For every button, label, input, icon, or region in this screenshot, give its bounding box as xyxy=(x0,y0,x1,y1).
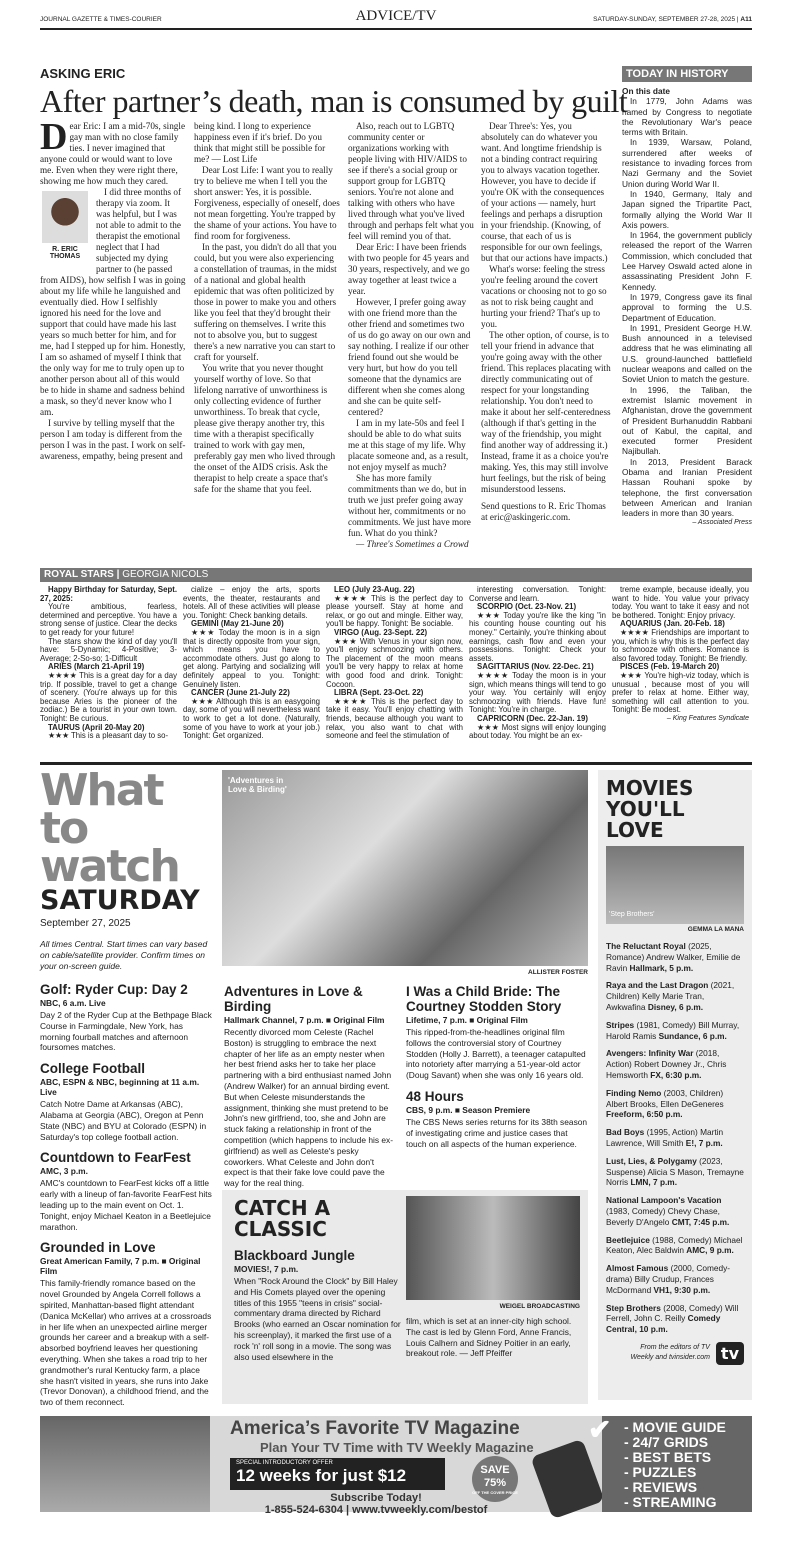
movie-channel-time: Hallmark, 5 p.m. xyxy=(629,962,694,973)
show-desc: AMC's countdown to FearFest kicks off a little early with a lineup of fan-favorite FearFest hits leading up to the main event on Oct. 1. Tonight, enjoy Michael Keaton in a Beetlejuice marathon. xyxy=(40,1178,212,1232)
feature-list xyxy=(588,1414,752,1512)
movie-channel-time: VH1, 9:30 p.m. xyxy=(653,1284,711,1295)
save-subtext: OFF THE COVER PRICE xyxy=(472,1490,518,1495)
tv-weekly-logo: tv xyxy=(716,1342,744,1365)
show-title: Adventures in Love & Birding xyxy=(224,984,363,1014)
headline: After partner’s death, man is consumed by guilt xyxy=(40,83,628,119)
paragraph: What's worse: feeling the stress you're feeling around the covert vacations or choosing not to go so as not to risk being caught and hurting your friend? That's up to you. xyxy=(481,264,607,329)
movie-channel-time: AMC, 9 p.m. xyxy=(686,1245,734,1256)
movie-photo xyxy=(606,846,744,924)
show-listing xyxy=(40,982,215,1053)
movie-info: (2018, Action) Robert Downey Jr., Chris Hemsworth xyxy=(606,1048,727,1080)
horoscope-col-2 xyxy=(183,586,320,741)
movie-info: (1983, Comedy) Chevy Chase, Beverly D'Angelo xyxy=(606,1205,720,1227)
horoscope-col-1 xyxy=(40,586,177,741)
paragraph: Also, reach out to LGBTQ community center or organizations working with people living with HIV/AIDS to see if there's a social group or support group for LGBTQ seniors. You're not alone and talking with others who have lived through what you've lived through and perhaps felt what you feel will remind you of that. xyxy=(348,121,474,241)
paragraph: ★★★ You're high-viz today, which is unusual , because most of you will prefer to relax at home. Either way, something will call attention to you. Tonight: Be modest. xyxy=(612,670,749,715)
title-day: SATURDAY xyxy=(40,885,200,916)
movie-item xyxy=(606,1235,744,1257)
paragraph: Dear Eric: I have been friends with two people for 45 years and 30 years, respectively, and we go away together at least twice a year. xyxy=(348,242,470,296)
heading-line: CATCH A xyxy=(234,1196,331,1220)
movie-info: (2003, Children) Albert Brooks, Ellen DeGeneres xyxy=(606,1087,724,1109)
paragraph: Dear Lost Life: I want you to really try to believe me when I tell you the short answer: Yes, it is possible. Forgiveness, especially of oneself, does not mean forgetting. You're trapped by the shame of your actions. You have to find room for forgiveness. xyxy=(194,165,340,241)
sign-heading: CAPRICORN (Dec. 22-Jan. 19) xyxy=(477,713,588,723)
show-meta: Hallmark Channel, 7 p.m. ■ Original Film xyxy=(224,1015,385,1025)
movie-title: Finding Nemo xyxy=(606,1087,662,1098)
paragraph: ★★★ With Venus in your sign now, you'll enjoy schmoozing with others. The placement of the moon means you'll be very happy to relax at home with good food and drink. Tonight: Cocoon. xyxy=(326,636,463,689)
sign-heading: CANCER (June 21-July 22) xyxy=(191,688,290,698)
heading-line: CLASSIC xyxy=(234,1217,327,1241)
history-item: In 1991, President George H.W. Bush announced in a televised address that he was eliminating all U.S. ground-launched battlefield nuclear weapons and called on the Soviet Union to match the gesture. xyxy=(622,322,752,385)
paragraph: However, I prefer going away with one friend more than the other friend and sometimes two of us do go away on our own and say nothing. I realize if our other friend found out she would be very hurt, but how do you tell someone that the dynamics are different when she comes along and she can be quite self-centered? xyxy=(348,297,471,417)
show-title: I Was a Child Bride: The Courtney Stodden Story xyxy=(406,984,562,1014)
paragraph: ★★★ Although this is an easygoing day, some of you will nevertheless want to work to get a lot done. (Naturally, some of you have to work at your job.) Tonight: Get organized. xyxy=(183,696,320,741)
show-listing xyxy=(406,1089,588,1149)
show-listing xyxy=(406,984,588,1081)
show-meta: Great American Family, 7 p.m. ■ Original Film xyxy=(40,1256,201,1277)
show-desc: This ripped-from-the-headlines original film follows the controversial story of Courtney Stodden (Holly J. Barrett), a teenager catapulted into notoriety after marrying a 51-year-old actor (Doug Savant) when she was only 16 years old. xyxy=(406,1027,586,1081)
history-item: In 2013, President Barack Obama and Iranian President Hassan Rouhani spoke by telephone, the first conversation between American and Iranian leaders in more than 30 years. xyxy=(622,456,752,519)
paragraph: interesting conversation. Tonight: Converse and learn. xyxy=(469,585,606,603)
feature-item: - 24/7 GRIDS xyxy=(624,1434,709,1450)
movie-title: Stripes xyxy=(606,1019,635,1030)
photo-credit: WEIGEL BROADCASTING xyxy=(499,1303,580,1310)
sign-heading: LIBRA (Sept. 23-Oct. 22) xyxy=(334,688,424,698)
royal-stars-banner: ROYAL STARS | GEORGIA NICOLS xyxy=(40,568,752,582)
show-meta: MOVIES!, 7 p.m. xyxy=(234,1264,299,1274)
mid-column xyxy=(406,976,588,1149)
byline: GEORGIA NICOLS xyxy=(122,569,209,580)
movie-info: (2021, Children) Kelly Marie Tran, Awkwafina xyxy=(606,980,735,1012)
movie-item xyxy=(606,1020,744,1042)
movie-title: Raya and the Last Dragon xyxy=(606,980,709,991)
sidebar-subtitle: On this date xyxy=(622,86,670,96)
sign-heading: SAGITTARIUS (Nov. 22-Dec. 21) xyxy=(477,662,594,672)
cta: Subscribe Today! xyxy=(330,1492,422,1504)
title-to-watch: to watch xyxy=(40,803,179,892)
paragraph: I survive by telling myself that the person I am today is different from the person I was in the past. I work on self-awareness, empathy, being present and xyxy=(40,418,186,461)
sign-heading: ARIES (March 21-April 19) xyxy=(48,662,145,672)
paragraph: I did three months of therapy via zoom. It was helpful, but I was not able to admit to the therapist the emotional neglect that I had subjected my dying partner to (he passed from AIDS), how selfish I was in going about my life while he languished and eventually died. How I selfishly ignored his need for the love and support that could have made his last years so much better for him, and for me, had I stepped up for him. Honestly, I am so ashamed of myself I think that the only way for me to truly open up to another person about all of this would be to hide in shame and sadness behind a mask, so they'd never know who I am. xyxy=(40,187,186,417)
show-desc: film, which is set at an inner-city high school. The cast is led by Glenn Ford, Anne Francis, Louis Calhern and Sidney Poitier in an early, breakout role. — Jeff Pfeiffer xyxy=(406,1316,572,1359)
section-name: ADVICE/TV xyxy=(355,8,437,24)
movie-channel-time: Comedy Central, 10 p.m. xyxy=(606,1313,721,1335)
feature-photo xyxy=(222,770,588,966)
offer-text: 12 weeks for just $12 xyxy=(236,1466,407,1485)
birthday-heading: Happy Birthday for Saturday, Sept. 27, 2025: xyxy=(40,585,177,603)
article-col-2 xyxy=(194,121,340,495)
movie-channel-time: Disney, 6 p.m. xyxy=(647,1001,704,1012)
movie-item xyxy=(606,1048,744,1080)
photo-credit: ALLISTER FOSTER xyxy=(528,969,588,976)
show-meta: NBC, 6 a.m. Live xyxy=(40,998,106,1008)
paragraph: The other option, of course, is to tell your friend in advance that you're going away with the other friend. This replaces placating with directly communicating out of respect for your longstanding relationship. You don't need to make it about her self-centeredness (although if that's getting in the way of the friendship, you might find another way of addressing it.) Instead, frame it as a choice you're making. Yes, this may still involve hurt feelings, but the risk of being misunderstood lessens. xyxy=(481,330,611,494)
offer-box xyxy=(230,1458,445,1490)
movie-item xyxy=(606,980,744,1012)
sign-heading: LEO (July 23-Aug. 22) xyxy=(334,585,415,594)
paragraph: You're ambitious, fearless, determined and perceptive. You have a strong sense of justice. Clear the decks to get ready for your future! xyxy=(40,602,177,637)
show-title: Grounded in Love xyxy=(40,1240,156,1256)
show-meta: Lifetime, 7 p.m. ■ Original Film xyxy=(406,1015,528,1025)
movie-info: (2025, Romance) Andrew Walker, Emilie de Ravin xyxy=(606,941,741,973)
history-item: In 1964, the government publicly released the report of the Warren Commission, which concluded that Lee Harvey Oswald acted alone in assassinating President John F. Kennedy. xyxy=(622,230,752,292)
paragraph: ★★★ Today the moon is in a sign that is directly opposite from your sign, which means you have to accommodate others. Just go along to get along. Partying and socializing will definitely appeal to you. Tonight: Genuinely listen. xyxy=(183,627,320,689)
movie-item xyxy=(606,941,744,973)
paper-name: JOURNAL GAZETTE & TIMES-COURIER xyxy=(40,16,162,23)
horoscope-col-5 xyxy=(612,586,749,724)
contact-info[interactable]: Send questions to R. Eric Thomas at eric@askingeric.com. xyxy=(481,501,606,522)
sign-heading: SCORPIO (Oct. 23-Nov. 21) xyxy=(477,602,577,612)
feature-item: - STREAMING xyxy=(624,1494,717,1510)
paragraph: In the past, you didn't do all that you could, but you were also experiencing a constellation of traumas, in the midst of a national and global health epidemic that was often politicized by those in power to make you and others like you feel that they'd brought their suffering on themselves. I write this not to absolve you, but to suggest there's a new narrative you can start to craft for yourself. xyxy=(194,242,337,362)
drop-cap: D xyxy=(40,116,68,158)
movie-channel-time: CMT, 7:45 p.m. xyxy=(671,1216,730,1227)
listing-date: September 27, 2025 xyxy=(40,918,131,929)
sign-heading: PISCES (Feb. 19-March 20) xyxy=(620,662,720,672)
photo-caption: 'Step Brothers' xyxy=(609,911,655,919)
paragraph: being kind. I long to experience happiness even if it's brief. Do you think that might still be possible for me? — Lost Life xyxy=(194,121,326,164)
photo-caption: 'Adventures in Love & Birding' xyxy=(228,776,287,794)
sign-heading: GEMINI (May 21-June 20) xyxy=(191,619,284,629)
feature-item: - MOVIE GUIDE xyxy=(624,1419,726,1435)
page-number: A11 xyxy=(740,16,752,23)
editors-note: From the editors of TV Weekly and tvinsider.com xyxy=(630,1343,710,1362)
show-meta: ABC, ESPN & NBC, beginning at 11 a.m. Live xyxy=(40,1077,200,1098)
show-listing xyxy=(40,1150,215,1232)
paragraph: You write that you never thought yourself worthy of love. So that lifelong narrative of unworthiness is only collecting evidence of further unworthiness. To break that cycle, please give therapy another try, this time with a therapist specifically trained to work with gay men, preferably gay men who lived through the onset of the AIDS crisis. Ask the therapist to help create a space that's safe for the shame that you feel. xyxy=(194,363,336,494)
movie-list xyxy=(606,941,744,1335)
feature-item: - PUZZLES xyxy=(624,1464,697,1480)
title-what: What xyxy=(40,765,163,816)
movie-title: Lust, Lies, & Polygamy xyxy=(606,1155,697,1166)
paragraph: ★★★★ This is a great day for a day trip. If possible, travel to get a change of scenery. (You're always up for this because Aries is the pioneer of the zodiac.) Be a tourist in your own town. Tonight: Be curious. xyxy=(40,670,177,723)
page-header xyxy=(40,8,752,30)
movie-info: (1995, Action) Martin Lawrence, Will Smith xyxy=(606,1127,724,1148)
photo-credit: GEMMA LA MANA xyxy=(687,926,744,933)
movie-title: Step Brothers xyxy=(606,1302,661,1313)
show-desc: Recently divorced mom Celeste (Rachel Boston) is struggling to embrace the next chapter of her life as an empty nester when her best friend asks her to take her place partnering with a bird enthusiast named John (Andrew Walker) for an annual birding event. But when Celeste misunderstands the assignment, thinking she must pretend to be John's new girlfriend, too, she and John are stuck faking a relationship in front of the competition (which happens to include his ex-girlfriend) as well as Celeste's pesky coworkers. What Celeste and John don't expect is that their fake love could pave the way for the real thing. xyxy=(224,1027,393,1189)
heading-line: MOVIES xyxy=(606,776,694,800)
show-desc: Day 2 of the Ryder Cup at the Bethpage Black Course in Farmingdale, New York, has morning fourball matches and afternoon foursomes matches. xyxy=(40,1010,212,1053)
movie-channel-time: E!, 7 p.m. xyxy=(685,1137,723,1148)
movies-footer xyxy=(606,1342,744,1365)
credit: – King Features Syndicate xyxy=(666,714,749,722)
paragraph: ★★★★ Friendships are important to you, which is why this is the perfect day to schmooze with others. Romance is also favored today. Tonight: Be friendly. xyxy=(612,627,749,663)
movie-info: (1981, Comedy) Bill Murray, Harold Ramis xyxy=(606,1019,740,1041)
remote-image xyxy=(530,1439,604,1520)
magazine-cover xyxy=(40,1416,210,1512)
movie-title: National Lampoon's Vacation xyxy=(606,1195,722,1206)
history-item: In 1996, the Taliban, the extremist Islamic movement in Afghanistan, drove the government of President Burhanuddin Rabbani out of Kabul, the capital, and executed former President Najibullah. xyxy=(622,384,752,457)
movie-channel-time: Sundance, 6 p.m. xyxy=(658,1030,727,1041)
heading-line: YOU'LL LOVE xyxy=(606,797,685,842)
show-meta: CBS, 9 p.m. ■ Season Premiere xyxy=(406,1104,531,1115)
cta-block[interactable] xyxy=(236,1492,516,1516)
paragraph: ★★★★ Today the moon is in your sign, which means things will tend to go your way. You certainly will enjoy schmoozing with friends. Have fun! Tonight: You're in charge. xyxy=(469,670,606,715)
paragraph: She has more family commitments than we do, but in truth we just prefer going away without her, commitments or no commitments. We just have more fun. What do you think? xyxy=(348,473,471,538)
sign-heading: AQUARIUS (Jan. 20-Feb. 18) xyxy=(620,619,725,629)
horoscope-col-3 xyxy=(326,586,463,741)
movie-info: (1988, Comedy) Michael Keaton, Alec Baldwin xyxy=(606,1234,743,1256)
tv-weekly-ad[interactable] xyxy=(40,1414,752,1516)
movie-channel-time: Freeform, 6:50 p.m. xyxy=(606,1109,683,1120)
show-desc: Catch Notre Dame at Arkansas (ABC), Alabama at Georgia (ABC), Oregon at Penn State (NBC) and BYU at Colorado (ESPN) in Saturday's top college football action. xyxy=(40,1099,207,1142)
history-item: In 1940, Germany, Italy and Japan signed the Tripartite Pact, formally allying the World War II Axis powers. xyxy=(622,188,752,230)
show-title: Golf: Ryder Cup: Day 2 xyxy=(40,982,188,997)
show-desc: This family-friendly romance based on the novel Grounded by Angela Correll follows a spirited, Manhattan-based flight attendant (Danica McKellar) who arrives at a crossroads in her life when an unexpected airline merger grounds her career and a breakup with a self-absorbed boyfriend leaves her questioning everything. When she takes a road trip to her grandmother's rural Kentucky farm, a place she hasn't visited in years, she runs into Jake (Trevor Donovan), a childhood friend, and the two of them reconnect. xyxy=(40,1278,212,1408)
movie-info: (2023, Suspense) Alicia S Mason, Tremayne Norris xyxy=(606,1155,744,1188)
movie-item xyxy=(606,1127,744,1149)
paragraph: ear Eric: I am a mid-70s, single gay man with no close family ties. I never imagined that anyone could or would want to love me. Even when they were right there, showing me how much they cared. xyxy=(40,121,186,186)
today-in-history xyxy=(622,66,752,562)
date: SATURDAY-SUNDAY, SEPTEMBER 27-28, 2025 xyxy=(593,16,736,23)
movie-title: Almost Famous xyxy=(606,1263,669,1274)
paragraph: treme example, because ideally, you want to hide. You value your privacy today. You want to take it easy and not be bothered. Tonight: Enjoy privacy. xyxy=(612,585,749,620)
signoff: — Three's Sometimes a Crowd xyxy=(356,539,469,549)
checkmark-icon: ✔ xyxy=(588,1414,612,1445)
author-photo xyxy=(40,191,90,269)
catch-a-classic xyxy=(222,1190,588,1404)
show-title: Countdown to FearFest xyxy=(40,1150,191,1166)
paragraph: ★★★ Today you're like the king "in his counting house counting out his money." Certainly, you're thinking about earnings, cash flow and even your possessions. Tonight: Check your assets. xyxy=(469,610,606,663)
movie-item xyxy=(606,1195,744,1227)
history-item: In 1779, John Adams was named by Congress to negotiate the Revolutionary War's peace terms with Britain. xyxy=(622,96,752,138)
show-title: 48 Hours xyxy=(406,1088,464,1104)
movies-heading xyxy=(606,778,744,841)
show-title: Blackboard Jungle xyxy=(234,1248,355,1263)
paragraph: ★★★★ This is the perfect day to please yourself. Stay at home and relax, or go out and mingle. Either way, you'll be happy. Tonight: Be sociable. xyxy=(326,593,463,629)
movie-title: The Reluctant Royal xyxy=(606,941,686,951)
movie-channel-time: LMN, 7 p.m. xyxy=(630,1177,677,1188)
feature-item: - BEST BETS xyxy=(624,1449,712,1465)
history-item: In 1979, Congress gave its final approval to forming the U.S. Department of Education. xyxy=(622,291,752,323)
movie-info: (2008, Comedy) Will Ferrell, John C. Reilly xyxy=(606,1302,739,1324)
movie-info: (2000, Comedy-drama) Billy Crudup, Frances McDormand xyxy=(606,1263,731,1295)
sidebar-title: TODAY IN HISTORY xyxy=(622,66,752,82)
paragraph: Dear Three's: Yes, you absolutely can do whatever you want. And longtime friendship is not a binding contract requiring you to always vacation together. However, you have to decide if you're OK with the consequences of your actions — namely, hurt feelings and perhaps a disruption in your friendship. (Knowing, of course, that each of us is responsible for our own feelings, but that our actions have impacts.) xyxy=(481,121,608,263)
times-note: All times Central. Start times can vary based on cable/satellite provider. Confirm times on your on-screen guide. xyxy=(40,939,208,971)
banner-title: ROYAL STARS xyxy=(44,569,114,580)
feature-item: - REVIEWS xyxy=(624,1479,698,1495)
show-desc: The CBS News series returns for its 38th season of investigating crime and justice cases that touch on all aspects of the human experience. xyxy=(406,1116,588,1149)
sign-heading: VIRGO (Aug. 23-Sept. 22) xyxy=(334,627,428,637)
paragraph: ★★★★ This is the perfect day to take it easy. You'll enjoy chatting with friends, because although you want to relax, you also want to chat with someone and feel the stimulation of xyxy=(326,696,463,741)
paragraph: The stars show the kind of day you'll have: 5-Dynamic; 4-Positive; 3-Average; 2-So-so; 1-Difficult xyxy=(40,636,177,663)
author-name: R. ERIC THOMAS xyxy=(49,246,81,260)
classic-heading xyxy=(234,1198,330,1240)
show-title: College Football xyxy=(40,1061,146,1077)
what-to-watch xyxy=(40,765,215,1408)
paragraph: ★★★ This is a pleasant day to so- xyxy=(48,731,169,741)
offer-label: SPECIAL INTRODUCTORY OFFER xyxy=(236,1460,333,1466)
movie-channel-time: FX, 6:30 p.m. xyxy=(650,1069,702,1080)
ad-title: America’s Favorite TV Magazine xyxy=(230,1418,520,1439)
column-kicker: ASKING ERIC xyxy=(40,66,126,81)
show-desc: When "Rock Around the Clock" by Bill Haley and His Comets played over the opening titles of this 1955 "teens in crisis" social-commentary drama directed by Richard Brooks (who earned an Oscar nomination for his screenplay), it marked the first use of a rock 'n' roll song in a movie. The song was also used elsewhere in the xyxy=(234,1276,401,1362)
movies-youll-love xyxy=(598,770,752,1400)
article-col-4 xyxy=(481,121,611,523)
credit: – Associated Press xyxy=(692,519,752,527)
contact[interactable]: 1-855-524-6304 | www.tvweekly.com/bestof xyxy=(264,1504,488,1516)
paragraph: cialize – enjoy the arts, sports events, the theater, restaurants and hotels. All of these activities will please you. Tonight: Check banking details. xyxy=(183,585,320,620)
sign-heading: TAURUS (April 20-May 20) xyxy=(48,722,145,732)
movie-item xyxy=(606,1156,744,1188)
show-listing xyxy=(40,1061,215,1142)
show-listing xyxy=(224,976,396,1189)
article-col-3 xyxy=(348,121,474,550)
movie-title: Beetlejuice xyxy=(606,1234,650,1245)
article-col-1 xyxy=(40,116,186,462)
paragraph: ★★★ Most signs will enjoy lounging about today. You might be an ex- xyxy=(469,722,606,741)
movie-title: Avengers: Infinity War xyxy=(606,1048,694,1059)
page-date: SATURDAY-SUNDAY, SEPTEMBER 27-28, 2025 | A11 xyxy=(593,16,752,23)
movie-item xyxy=(606,1088,744,1120)
history-item: In 1939, Warsaw, Poland, surrendered after weeks of resistance to invading forces from Nazi Germany and the Soviet Union during World War II. xyxy=(622,137,752,189)
movie-item xyxy=(606,1263,744,1295)
show-listing xyxy=(40,1240,215,1408)
horoscope-col-4 xyxy=(469,586,606,741)
paragraph: I am in my late-50s and feel I should be able to do what suits me at this stage of my life. Why placate someone and, as a result, not enjoy myself as much? xyxy=(348,418,469,472)
movie-title: Bad Boys xyxy=(606,1127,645,1138)
show-meta: AMC, 3 p.m. xyxy=(40,1166,88,1177)
movie-item xyxy=(606,1303,744,1335)
show-listing xyxy=(234,1240,402,1362)
classic-photo xyxy=(406,1196,580,1300)
ad-subtitle: Plan Your TV Time with TV Weekly Magazine xyxy=(260,1440,534,1455)
save-text: SAVE 75% xyxy=(480,1464,510,1489)
